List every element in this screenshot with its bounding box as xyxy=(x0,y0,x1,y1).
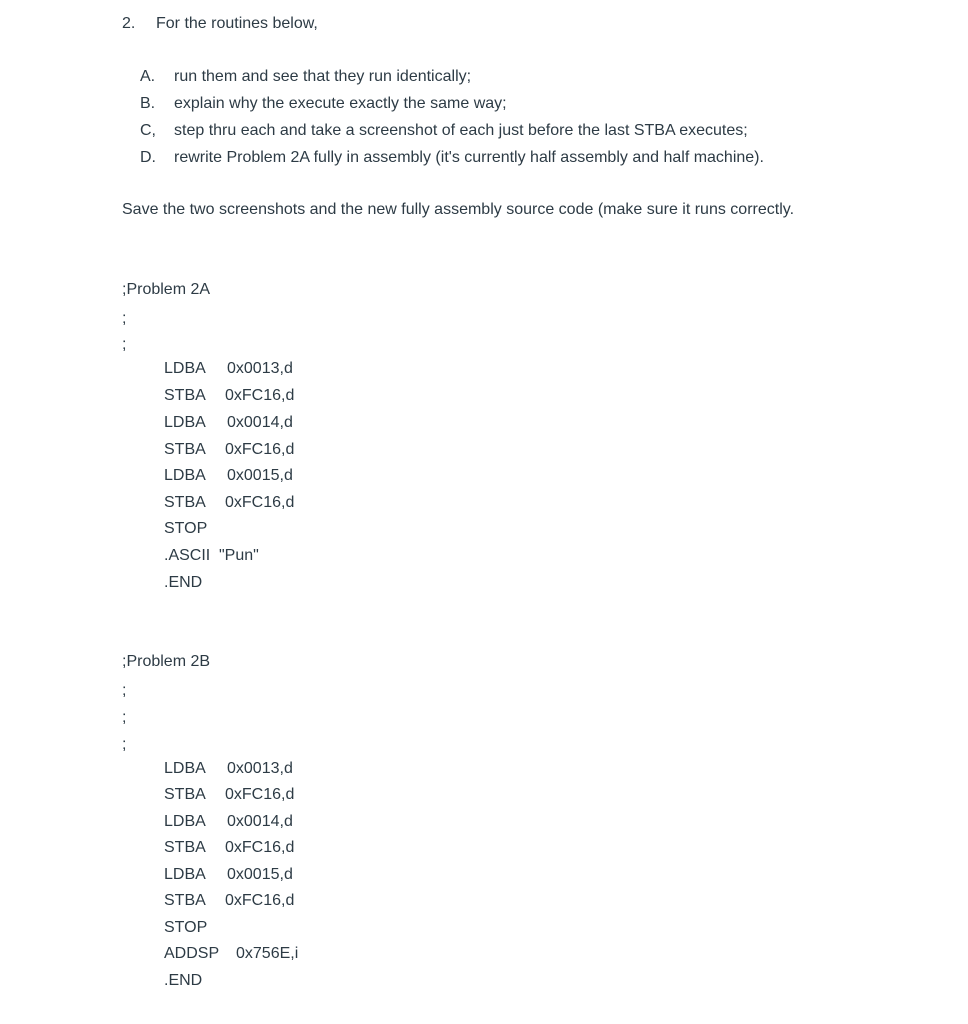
item-letter: D. xyxy=(140,149,156,166)
comment-line: ; xyxy=(122,310,127,327)
code-arg: 0xFC16,d xyxy=(225,441,295,458)
code-op: LDBA xyxy=(164,760,206,777)
problem-a-title: ;Problem 2A xyxy=(122,281,211,298)
item-text: explain why the execute exactly the same way; xyxy=(174,95,507,112)
code-arg: 0x0015,d xyxy=(227,467,293,484)
question-prompt: For the routines below, xyxy=(156,15,318,32)
item-text: run them and see that they run identically; xyxy=(174,68,472,85)
code-arg: 0xFC16,d xyxy=(225,892,295,909)
problem-b-title: ;Problem 2B xyxy=(122,653,211,670)
code-op: LDBA xyxy=(164,360,206,377)
code-op: STBA xyxy=(164,387,206,404)
code-arg: 0x0013,d xyxy=(227,360,293,377)
code-arg: 0x756E,i xyxy=(236,945,299,962)
code-arg: 0x0014,d xyxy=(227,414,293,431)
code-op: STBA xyxy=(164,786,206,803)
code-op: STBA xyxy=(164,839,206,856)
comment-line: ; xyxy=(122,736,127,753)
item-letter: C, xyxy=(140,122,156,139)
code-op: STOP xyxy=(164,919,208,936)
save-instruction: Save the two screenshots and the new fully assembly source code (make sure it runs correctly. xyxy=(122,201,795,218)
code-arg: 0xFC16,d xyxy=(225,786,295,803)
code-op: STBA xyxy=(164,892,206,909)
code-op: STBA xyxy=(164,494,206,511)
code-arg: 0x0014,d xyxy=(227,813,293,830)
code-op: .ASCII xyxy=(164,547,211,564)
code-arg: 0xFC16,d xyxy=(225,387,295,404)
code-arg: 0x0015,d xyxy=(227,866,293,883)
code-op: LDBA xyxy=(164,467,206,484)
code-op: .END xyxy=(164,972,203,989)
code-arg: "Pun" xyxy=(219,547,259,564)
code-op: STOP xyxy=(164,520,208,537)
item-text: step thru each and take a screenshot of each just before the last STBA executes; xyxy=(174,122,748,139)
code-op: ADDSP xyxy=(164,945,220,962)
item-text: rewrite Problem 2A fully in assembly (it's currently half assembly and half machine). xyxy=(174,149,764,166)
question-number: 2. xyxy=(122,15,136,32)
item-letter: A. xyxy=(140,68,156,85)
code-arg: 0x0013,d xyxy=(227,760,293,777)
comment-line: ; xyxy=(122,336,127,353)
code-op: LDBA xyxy=(164,866,206,883)
code-arg: 0xFC16,d xyxy=(225,839,295,856)
comment-line: ; xyxy=(122,682,127,699)
comment-line: ; xyxy=(122,709,127,726)
code-op: LDBA xyxy=(164,414,206,431)
code-op: .END xyxy=(164,574,203,591)
item-letter: B. xyxy=(140,95,156,112)
code-op: STBA xyxy=(164,441,206,458)
code-arg: 0xFC16,d xyxy=(225,494,295,511)
code-op: LDBA xyxy=(164,813,206,830)
